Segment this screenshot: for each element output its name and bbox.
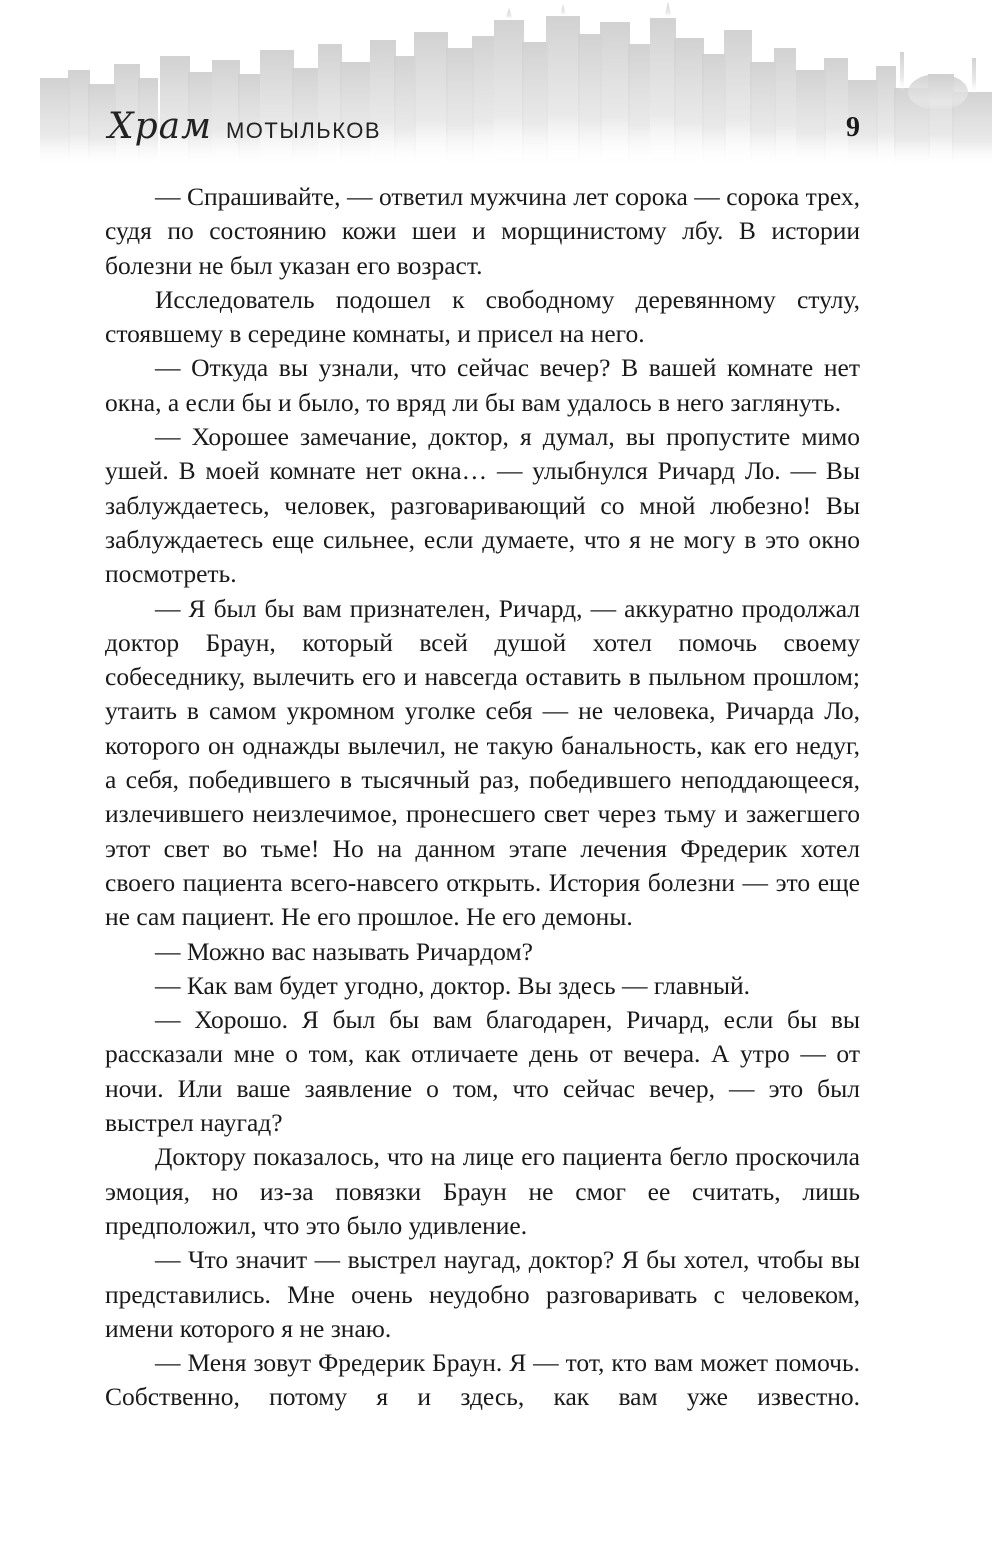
running-title	[108, 106, 381, 147]
paragraph: — Спрашивайте, — ответил мужчина лет сорока — сорока трех, судя по состоянию кожи шеи и морщинистому лбу. В истории болезни не был указан его возраст.	[105, 182, 860, 280]
paragraph: — Я был бы вам признателен, Ричард, — аккуратно продолжал доктор Браун, который всей душой хотел помочь своему собеседнику, вылечить его и навсегда оставить в пыльном прошлом; утаить в самом укромном уголке себя — не человека, Ричарда Ло, которого он однажды вылечил, не такую банальность, как его недуг, а себя, победившего в тысячный раз, победившего неподдающееся, излечившего неизлечимое, пронесшего свет через тьму и зажегшего этот свет во тьме! Но на данном этапе лечения Фредерик хотел своего пациента всего-навсего открыть. История болезни — это еще не сам пациент. Не его прошлое. Не его демоны.	[105, 593, 860, 932]
page-number: 9	[846, 112, 860, 143]
page-header	[0, 0, 1000, 175]
paragraph: — Можно вас называть Ричардом?	[155, 936, 533, 966]
paragraph: — Хорошо. Я был бы вам благодарен, Ричард, если бы вы рассказали мне о том, как отличаете день от вечера. А утро — от ночи. Или ваше заявление о том, что сейчас вечер, — это был выстрел наугад?	[105, 1005, 860, 1138]
paragraph: — Меня зовут Фредерик Браун. Я — тот, кто вам может помочь. Собственно, потому я и здесь, как вам уже известно.	[105, 1348, 860, 1412]
body-text	[105, 180, 860, 1415]
paragraph: — Что значит — выстрел наугад, доктор? Я бы хотел, чтобы вы представились. Мне очень неудобно разговаривать с человеком, имени которого я не знаю.	[105, 1245, 860, 1343]
paragraph: — Хорошее замечание, доктор, я думал, вы пропустите мимо ушей. В моей комнате нет окна… — улыбнулся Ричард Ло. — Вы заблуждаетесь, человек, разговаривающий со мной любезно! Вы заблуждаетесь еще сильнее, если думаете, что я не могу в это окно посмотреть.	[105, 422, 860, 589]
book-title-caps: МОТЫЛЬКОВ	[225, 118, 382, 143]
paragraph: Доктору показалось, что на лице его пациента бегло проскочила эмоция, но из-за повязки Браун не смог ее считать, лишь предположил, что это было удивление.	[105, 1142, 860, 1240]
paragraph: — Как вам будет угодно, доктор. Вы здесь — главный.	[155, 970, 750, 1000]
paragraph: Исследователь подошел к свободному деревянному стулу, стоявшему в середине комнаты, и присел на него.	[105, 284, 860, 349]
city-skyline-illustration	[0, 0, 1000, 175]
book-title-script: Храм	[108, 106, 212, 147]
paragraph: — Откуда вы узнали, что сейчас вечер? В вашей комнате нет окна, а если бы и было, то вряд ли бы вам удалось в него заглянуть.	[105, 353, 860, 417]
